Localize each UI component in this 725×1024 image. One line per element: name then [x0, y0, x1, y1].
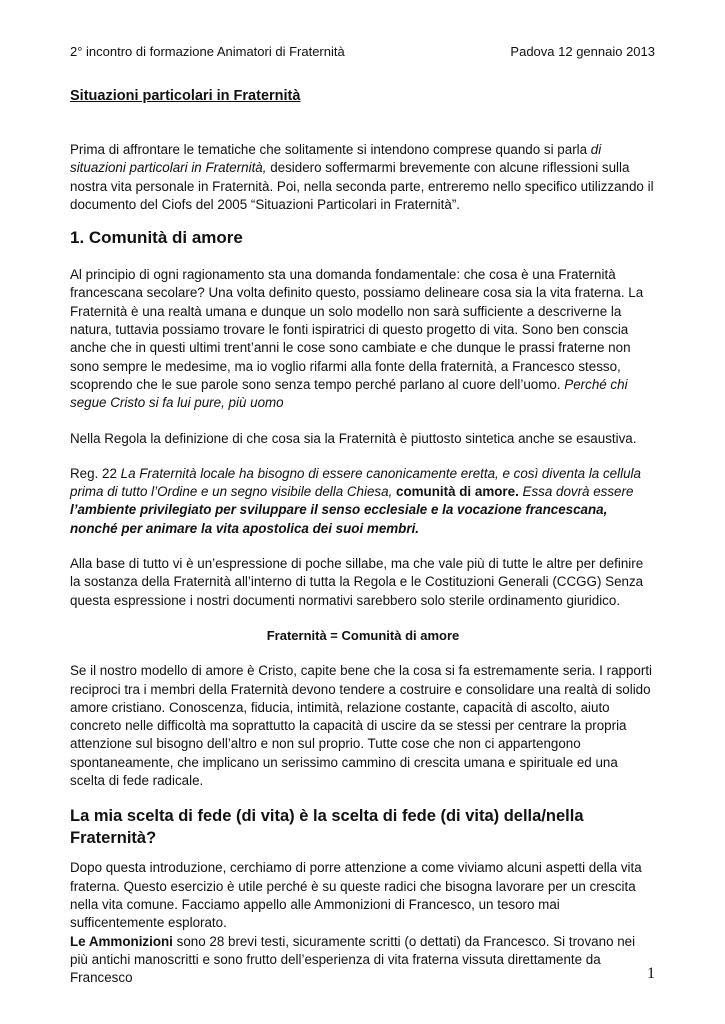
rule-reference: Reg. 22: [70, 465, 121, 481]
section-1-paragraph-2: Nella Regola la definizione di che cosa sia la Fraternità è piuttosto sintetica anche se esaustiva.: [70, 430, 637, 446]
intro-text: Prima di affrontare le tematiche che solitamente si intendono comprese quando si parla: [70, 142, 591, 157]
ammonizioni-bold: Le Ammonizioni: [70, 933, 173, 949]
intro-italic-text: di situazioni particolari in Fraternità,: [70, 142, 602, 176]
paragraph-italic-text: Perché chi segue Cristo si fa lui pure, più uomo: [70, 376, 628, 411]
rule-quote-paragraph: [70, 465, 656, 538]
section-2-paragraph-1: Dopo questa introduzione, cerchiamo di porre attenzione a come viviamo alcuni aspetti della vita fraterna. Questo esercizio è utile perché è su queste radici che bisogna lavorare per un crescita nella vita comune. Facciamo appello alle Ammonizioni di Francesco, un tesoro mai sufficentemente esplorato.: [70, 860, 642, 931]
section-2-heading: La mia scelta di fede (di vita) è la scelta di fede (di vita) della/nella Fraternità?: [70, 807, 584, 848]
document-body: [70, 86, 656, 987]
rule-quote-bold: comunità di amore.: [396, 484, 519, 500]
section-1-paragraph-1: [70, 266, 656, 412]
rule-quote-italic: La Fraternità locale ha bisogno di essere canonicamente eretta, e così diventa la cellula prima di tutto l’Ordine e un segno visibile della Chiesa,: [70, 465, 641, 500]
intro-text-rest: desidero soffermarmi brevemente con alcune riflessioni sulla nostra vita personale in Fraternità. Poi, nella seconda parte, entreremo nello specifico utilizzando il documento del Ciofs del 2005 “Situazioni Particolari in Fraternità”.: [70, 160, 654, 212]
header-date: Padova 12 gennaio 2013: [510, 44, 655, 59]
paragraph-text: Al principio di ogni ragionamento sta una domanda fondamentale: che cosa è una Fraternità francescana secolare? Una volta definito questo, possiamo delineare cosa sia la vita fraterna. La Fraternità è una realtà umana e dunque un solo modello non sarà sufficiente a descriverne la natura, tuttavia possiamo trovare le fonti ispiratrici di questo progetto di vita. Sono ben conscia anche che in questi ultimi trent’anni le cose sono cambiate e che dunque le prassi fraterne non sono sempre le medesime, ma io voglio rifarmi alla fonte della fraternità, a Francesco stesso, scoprendo che le sue parole sono senza tempo perché parlano al cuore dell’uomo.: [70, 267, 644, 392]
section-1-paragraph-4: Se il nostro modello di amore è Cristo, capite bene che la cosa si fa estremamente seria. I rapporti reciproci tra i membri della Fraternità devono tendere a costruire e consolidare una realtà di solido amore cristiano. Conoscenza, fiducia, intimità, relazione costante, capacità di ascolto, aiuto concreto nelle difficoltà ma soprattutto la capacità di uscire da se stessi per centrare la propria attenzione sul bisogno dell’altro e non sul proprio. Tutte cose che non ci appartengono spontaneamente, che implicano un serissimo cammino di crescita umana e spirituale ed una scelta di fede radicale.: [70, 663, 653, 789]
rule-quote-bold-italic: l’ambiente privilegiato per sviluppare il senso ecclesiale e la vocazione francescana, nonché per animare la vita apostolica dei suoi membri.: [70, 502, 608, 536]
page-number: 1: [647, 965, 655, 982]
paragraph-text: sono 28 brevi testi, sicuramente scritti (o dettati) da Francesco. Si trovano nei più antichi manoscritti e sono frutto dell’esperienza di vita fraterna vissuta direttamente da Francesco: [70, 933, 636, 986]
section-2-paragraph-2: [70, 933, 656, 988]
equation-line: Fraternità = Comunità di amore: [266, 627, 460, 643]
document-title: Situazioni particolari in Fraternità: [70, 88, 301, 104]
section-1-paragraph-3: Alla base di tutto vi è un’espressione di poche sillabe, ma che vale più di tutte le altre per definire la sostanza della Fraternità all’interno di tutta la Regola e le Costituzioni Generali (CCGG) Senza questa espressione i nostri documenti normativi sarebbero solo sterile ordinamento giuridico.: [70, 556, 644, 608]
intro-paragraph: [70, 141, 656, 214]
header-event-title: 2° incontro di formazione Animatori di Fraternità: [70, 44, 345, 59]
section-1-heading: 1. Comunità di amore: [70, 228, 243, 248]
rule-quote-italic-2: Essa dovrà essere: [518, 484, 634, 500]
